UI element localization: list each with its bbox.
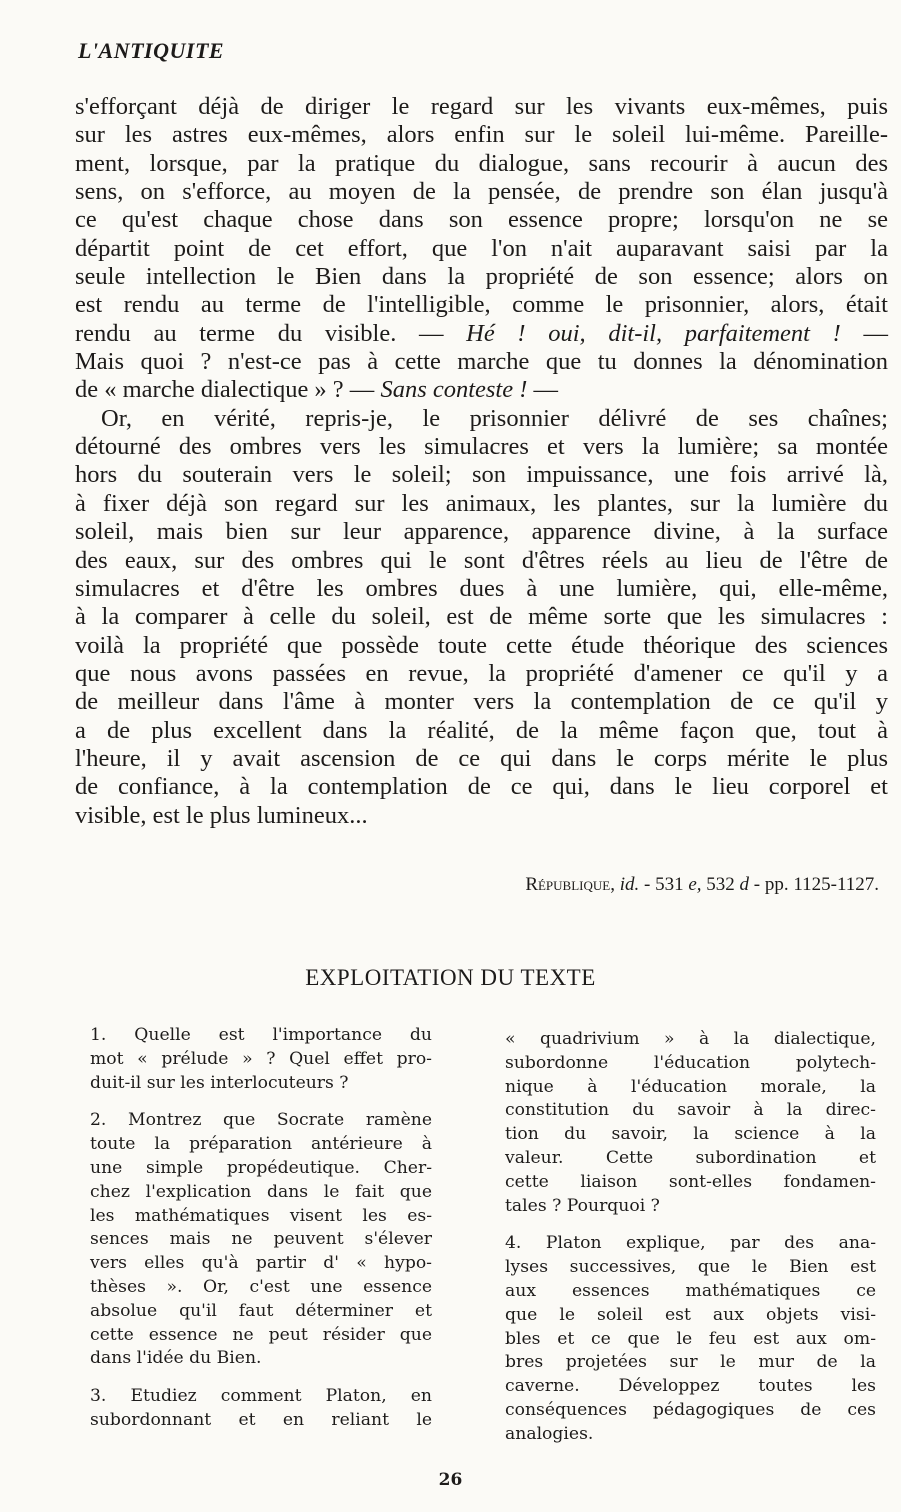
text-line: à la comparer à celle du soleil, est de même sorte que les simulacres :: [75, 603, 888, 631]
text-line: nique à l'éducation morale, la: [505, 1076, 876, 1097]
citation-pages: pp. 1125-1127.: [764, 874, 879, 895]
text-line: des eaux, sur des ombres qui le sont d'êtres réels au lieu de l'être de: [75, 546, 888, 574]
text-line: thèses ». Or, c'est une essence: [90, 1276, 432, 1297]
text-line: constitution du savoir à la direc-: [505, 1100, 876, 1121]
section-title: EXPLOITATION DU TEXTE: [305, 965, 596, 990]
text-line: simulacres et d'être les ombres dues à une lumière, qui, elle-même,: [75, 574, 888, 602]
citation-ref2-letter: d: [739, 874, 749, 895]
text-line: subordonnant et en reliant le: [90, 1409, 432, 1430]
text-line: une simple propédeutique. Cher-: [90, 1157, 432, 1178]
citation-ref2: 532: [706, 874, 735, 895]
main-text: [75, 93, 888, 830]
text-line: [75, 320, 888, 348]
text-line: à fixer déjà son regard sur les animaux, les plantes, sur la lumière du: [75, 489, 888, 517]
question-item: [505, 1028, 876, 1218]
text-line: tion du savoir, la science à la: [505, 1124, 876, 1145]
text-line: a de plus excellent dans la réalité, de la même façon que, tout à: [75, 716, 888, 744]
text-line: valeur. Cette subordination et: [505, 1147, 876, 1168]
text-line: Mais quoi ? n'est-ce pas à cette marche que tu donnes la dénomination: [75, 348, 888, 376]
text-line: [75, 376, 888, 404]
text-line: aux essences mathématiques ce: [505, 1280, 876, 1301]
text-line: ment, lorsque, par la pratique du dialogue, sans recourir à aucun des: [75, 149, 888, 177]
running-header: L'ANTIQUITE: [78, 38, 225, 63]
text-line: bres projetées sur le mur de la: [505, 1352, 876, 1373]
text-line: chez l'explication dans le fait que: [90, 1181, 432, 1202]
text-line: que nous avons passées en revue, la propriété d'amener ce qu'il y a: [75, 659, 888, 687]
text-line: vers elles qu'à partir d' « hypo-: [90, 1253, 432, 1274]
text-line: sur les astres eux-mêmes, alors enfin sur le soleil lui-même. Pareille-: [75, 121, 888, 149]
text-line: sences mais ne peuvent s'élever: [90, 1229, 432, 1250]
text-segment: de « marche dialectique » ? —: [75, 376, 381, 404]
text-line: 3. Etudiez comment Platon, en: [90, 1386, 432, 1407]
text-line: départit point de cet effort, que l'on n'ait auparavant saisi par la: [75, 234, 888, 262]
questions-right-column: [505, 1028, 876, 1461]
questions-left-column: [90, 1024, 432, 1447]
dialogue-reply: Hé ! oui, dit-il, parfaitement !: [466, 319, 841, 347]
text-line: 4. Platon explique, par des ana-: [505, 1233, 876, 1254]
text-line: toute la préparation antérieure à: [90, 1134, 432, 1155]
text-line: ce qu'est chaque chose dans son essence propre; lorsqu'on ne se: [75, 206, 888, 234]
text-line: de confiance, à la contemplation de ce qui, dans le lieu corporel et: [75, 773, 888, 801]
text-segment: —: [840, 319, 888, 347]
text-line: lyses successives, que le Bien est: [505, 1257, 876, 1278]
question-item: [90, 1109, 432, 1371]
question-item: [90, 1024, 432, 1095]
citation-id: id.: [619, 874, 640, 895]
text-line: mot « prélude » ? Quel effet pro-: [90, 1048, 432, 1069]
citation: République, id. - 531 e, 532 d - pp. 1125-1127.: [525, 874, 879, 895]
question-item: [505, 1232, 876, 1446]
text-line: est rendu au terme de l'intelligible, comme le prisonnier, alors, était: [75, 291, 888, 319]
text-segment: rendu au terme du visible. —: [75, 319, 467, 347]
text-line: soleil, mais bien sur leur apparence, apparence divine, à la surface: [75, 518, 888, 546]
text-line: s'efforçant déjà de diriger le regard sur les vivants eux-mêmes, puis: [75, 93, 888, 120]
text-line: Or, en vérité, repris-je, le prisonnier délivré de ses chaînes;: [101, 404, 888, 432]
text-line: tales ? Pourquoi ?: [505, 1195, 660, 1216]
text-line: subordonne l'éducation polytech-: [505, 1052, 876, 1073]
text-line: « quadrivium » à la dialectique,: [505, 1029, 876, 1049]
text-line: sens, on s'efforce, au moyen de la pensée, de prendre son élan jusqu'à: [75, 178, 888, 206]
text-segment: —: [527, 376, 559, 404]
text-line: caverne. Développez toutes les: [505, 1376, 876, 1397]
citation-ref1-letter: e,: [688, 874, 702, 895]
text-line: duit-il sur les interlocuteurs ?: [90, 1072, 349, 1093]
text-line: voilà la propriété que possède toute cette étude théorique des sciences: [75, 631, 888, 659]
text-line: cette liaison sont-elles fondamen-: [505, 1171, 876, 1192]
text-line: absolue qu'il faut déterminer et: [90, 1300, 432, 1321]
citation-ref1: 531: [655, 874, 684, 895]
text-line: les mathématiques visent les es-: [90, 1205, 432, 1226]
text-line: visible, est le plus lumineux...: [75, 801, 368, 829]
text-line: conséquences pédagogiques de ces: [505, 1399, 876, 1420]
text-line: 1. Quelle est l'importance du: [90, 1025, 432, 1045]
text-line: détourné des ombres vers les simulacres et vers la lumière; sa montée: [75, 433, 888, 461]
text-line: cette essence ne peut résider que: [90, 1324, 432, 1345]
text-line: de meilleur dans l'âme à monter vers la contemplation de ce qu'il y: [75, 688, 888, 716]
text-line: que le soleil est aux objets visi-: [505, 1304, 876, 1325]
text-line: dans l'idée du Bien.: [90, 1348, 262, 1369]
text-line: l'heure, il y avait ascension de ce qui dans le corps mérite le plus: [75, 744, 888, 772]
text-line: bles et ce que le feu est aux om-: [505, 1328, 876, 1349]
text-line: seule intellection le Bien dans la propriété de son essence; alors on: [75, 263, 888, 291]
text-line: 2. Montrez que Socrate ramène: [90, 1110, 432, 1131]
text-line: hors du souterain vers le soleil; son impuissance, une fois arrivé là,: [75, 461, 888, 489]
question-item: [90, 1385, 432, 1433]
citation-work: République,: [525, 874, 615, 895]
dialogue-reply: Sans conteste !: [380, 376, 528, 404]
text-line: analogies.: [505, 1423, 594, 1444]
page-number: 26: [438, 1470, 463, 1490]
